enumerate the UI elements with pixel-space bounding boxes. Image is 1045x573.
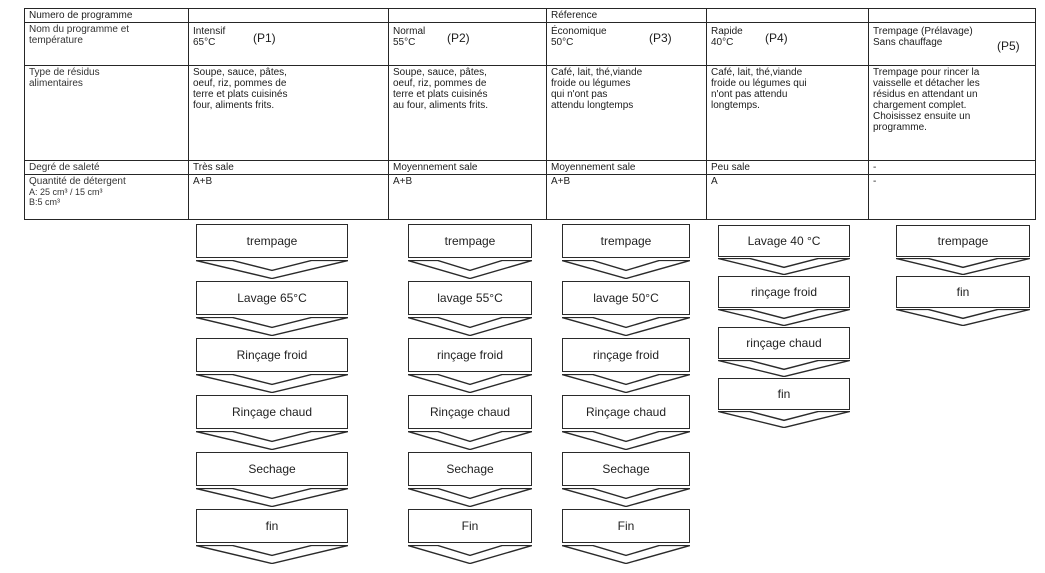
row-label: Type de résidus alimentaires xyxy=(29,67,100,89)
program-number-header xyxy=(25,9,189,23)
detergent-row xyxy=(25,175,1036,220)
flow-step-label: trempage xyxy=(444,234,496,248)
detergent-value: A+B xyxy=(393,176,413,187)
reference-header xyxy=(547,9,707,23)
program-name: Rapide xyxy=(711,26,743,37)
row-label-name-temp xyxy=(25,23,189,66)
row-label-residues xyxy=(25,66,189,161)
residue-text: Soupe, sauce, pâtes, oeuf, riz, pommes de terre et plats cuisinés au four, aliments frits. xyxy=(393,67,489,111)
flow-step-box xyxy=(408,224,532,258)
header-cell xyxy=(189,9,389,23)
flow-step-box xyxy=(196,452,348,486)
flow-step-label: trempage xyxy=(600,234,652,248)
flow-arrow xyxy=(408,431,532,450)
residue-cell xyxy=(707,66,869,161)
detergent-cell xyxy=(189,175,389,220)
flow-step-label: fin xyxy=(265,519,279,533)
flow-step-box xyxy=(896,276,1030,308)
flow-step-box xyxy=(408,452,532,486)
flow-arrow xyxy=(562,545,690,564)
reference-label: Réference xyxy=(551,10,598,21)
flow-program-2 xyxy=(408,224,532,566)
row-label-detergent xyxy=(25,175,189,220)
flow-step-label: Rinçage chaud xyxy=(585,405,667,419)
program-cell-p4 xyxy=(707,23,869,66)
flow-step-label: Rinçage froid xyxy=(236,348,308,362)
flow-program-4 xyxy=(718,225,850,429)
program-code: (P3) xyxy=(649,31,672,45)
program-name: Économique xyxy=(551,26,607,37)
flow-step-label: Sechage xyxy=(446,462,494,476)
flow-step-label: Lavage 40 °C xyxy=(747,234,821,248)
flow-arrow xyxy=(408,260,532,279)
flow-step-box xyxy=(562,281,690,315)
flow-step-label: rinçage froid xyxy=(592,348,660,362)
residue-cell xyxy=(189,66,389,161)
program-code: (P4) xyxy=(765,31,788,45)
flow-step-box xyxy=(718,378,850,410)
flow-arrow xyxy=(196,374,348,393)
header-cell xyxy=(707,9,869,23)
flow-arrow xyxy=(562,488,690,507)
flow-step-box xyxy=(896,225,1030,257)
flow-arrow xyxy=(562,260,690,279)
flow-arrow xyxy=(408,374,532,393)
flow-step-label: lavage 55°C xyxy=(437,291,503,305)
flow-program-3 xyxy=(562,224,690,566)
program-cell-p2 xyxy=(389,23,547,66)
soil-level: Moyennement sale xyxy=(551,162,636,173)
flow-step-box xyxy=(408,338,532,372)
detergent-value: A xyxy=(711,176,718,187)
soil-cell xyxy=(869,161,1036,175)
flow-step-label: rinçage froid xyxy=(436,348,504,362)
flow-program-1 xyxy=(196,224,348,566)
soil-level: Très sale xyxy=(193,162,234,173)
flow-step-box xyxy=(562,452,690,486)
flow-step-box xyxy=(408,281,532,315)
flow-step-label: rinçage froid xyxy=(750,285,818,299)
flow-arrow xyxy=(196,260,348,279)
flow-step-box xyxy=(718,327,850,359)
flow-program-5 xyxy=(896,225,1030,327)
flow-step-box xyxy=(562,224,690,258)
program-code: (P5) xyxy=(997,39,1020,53)
flow-arrow xyxy=(718,360,850,377)
flow-arrow xyxy=(718,411,850,428)
program-code: (P2) xyxy=(447,31,470,45)
flow-step-box xyxy=(718,276,850,308)
detergent-cell xyxy=(869,175,1036,220)
residue-text: Trempage pour rincer la vaisselle et détacher les résidus en attendant un chargement complet. Choisissez ensuite un programme. xyxy=(873,67,980,133)
flow-step-box xyxy=(196,224,348,258)
program-temperature: 65°C xyxy=(193,37,216,48)
header-cell xyxy=(869,9,1036,23)
flow-step-box xyxy=(408,395,532,429)
soil-row xyxy=(25,161,1036,175)
flow-step-box xyxy=(196,509,348,543)
flow-arrow xyxy=(408,545,532,564)
flow-step-label: Sechage xyxy=(248,462,296,476)
program-temperature: Sans chauffage xyxy=(873,37,943,48)
row-label: Degré de saleté xyxy=(29,162,100,173)
residue-row xyxy=(25,66,1036,161)
program-temperature: 40°C xyxy=(711,37,734,48)
program-name: Normal xyxy=(393,26,426,37)
detergent-value: A+B xyxy=(193,176,213,187)
detergent-cell xyxy=(707,175,869,220)
program-temperature: 50°C xyxy=(551,37,574,48)
flow-arrow xyxy=(896,309,1030,326)
flow-step-label: fin xyxy=(777,387,791,401)
detergent-value: A+B xyxy=(551,176,571,187)
flow-arrow xyxy=(896,258,1030,275)
flow-arrow xyxy=(196,317,348,336)
program-cell-p1 xyxy=(189,23,389,66)
flow-step-label: trempage xyxy=(937,234,989,248)
header-cell xyxy=(389,9,547,23)
soil-cell xyxy=(389,161,547,175)
detergent-a-amount: A: 25 cm³ / 15 cm³ xyxy=(29,187,103,197)
program-cell-p3 xyxy=(547,23,707,66)
flow-arrow xyxy=(562,374,690,393)
residue-text: Soupe, sauce, pâtes, oeuf, riz, pommes de terre et plats cuisinés four, aliments frits. xyxy=(193,67,288,111)
flow-arrow xyxy=(196,488,348,507)
flow-arrow xyxy=(196,545,348,564)
flow-step-label: fin xyxy=(956,285,970,299)
detergent-cell xyxy=(547,175,707,220)
header-row xyxy=(25,9,1036,23)
flow-step-label: rinçage chaud xyxy=(746,336,822,350)
flow-arrow xyxy=(408,488,532,507)
soil-cell xyxy=(547,161,707,175)
program-table xyxy=(24,8,1036,220)
flow-step-box xyxy=(196,281,348,315)
flow-step-box xyxy=(562,509,690,543)
flow-step-label: Lavage 65°C xyxy=(237,291,307,305)
detergent-b-amount: B:5 cm³ xyxy=(29,197,61,207)
program-number-label: Numero de programme xyxy=(29,10,133,21)
residue-text: Café, lait, thé,viande froide ou légumes qui n'ont pas attendu longtemps xyxy=(551,67,643,111)
flow-step-box xyxy=(196,395,348,429)
residue-cell xyxy=(869,66,1036,161)
soil-cell xyxy=(189,161,389,175)
flow-step-label: trempage xyxy=(246,234,298,248)
soil-level: Peu sale xyxy=(711,162,750,173)
flow-step-box xyxy=(718,225,850,257)
flow-step-box xyxy=(562,395,690,429)
soil-level: Moyennement sale xyxy=(393,162,478,173)
program-temperature: 55°C xyxy=(393,37,416,48)
residue-cell xyxy=(547,66,707,161)
program-code: (P1) xyxy=(253,31,276,45)
flow-arrow xyxy=(718,258,850,275)
residue-text: Café, lait, thé,viande froide ou légumes qui n'ont pas attendu longtemps. xyxy=(711,67,807,111)
detergent-value: - xyxy=(873,176,877,187)
row-label: Quantité de détergent xyxy=(29,176,126,187)
flow-step-label: Sechage xyxy=(602,462,650,476)
soil-level: - xyxy=(873,162,877,173)
flow-step-box xyxy=(196,338,348,372)
flow-arrow xyxy=(196,431,348,450)
program-name: Intensif xyxy=(193,26,226,37)
flow-arrow xyxy=(562,317,690,336)
residue-cell xyxy=(389,66,547,161)
row-label: Nom du programme et température xyxy=(29,24,130,46)
flow-step-label: Rinçage chaud xyxy=(429,405,511,419)
program-name: Trempage (Prélavage) xyxy=(873,26,973,37)
program-cell-p5 xyxy=(869,23,1036,66)
flow-step-label: lavage 50°C xyxy=(593,291,659,305)
flow-step-box xyxy=(562,338,690,372)
flow-step-box xyxy=(408,509,532,543)
flow-step-label: Fin xyxy=(617,519,635,533)
flow-step-label: Rinçage chaud xyxy=(231,405,313,419)
program-name-row xyxy=(25,23,1036,66)
detergent-cell xyxy=(389,175,547,220)
soil-cell xyxy=(707,161,869,175)
flow-arrow xyxy=(408,317,532,336)
flow-step-label: Fin xyxy=(461,519,479,533)
flow-arrow xyxy=(718,309,850,326)
row-label-soil xyxy=(25,161,189,175)
flow-arrow xyxy=(562,431,690,450)
